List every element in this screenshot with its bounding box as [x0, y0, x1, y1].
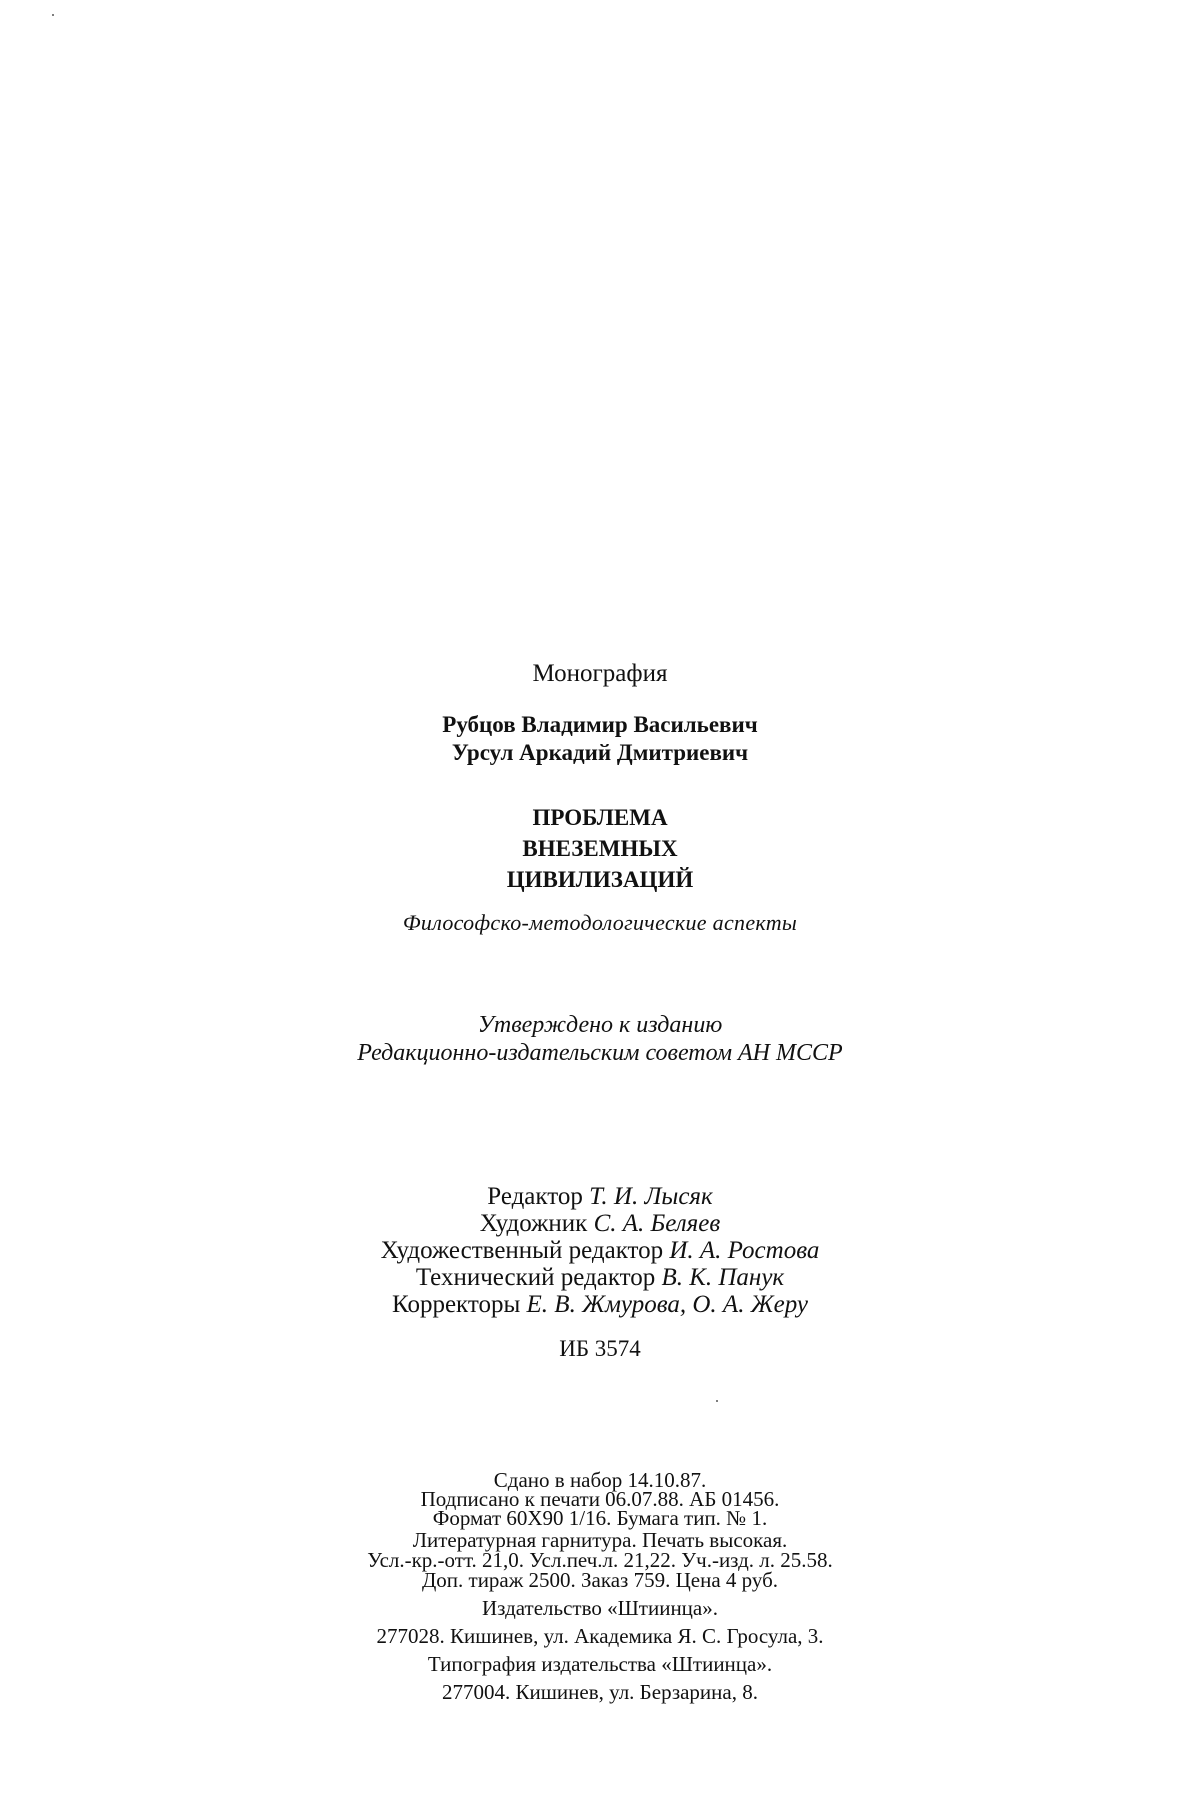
credit-editor [0, 1183, 1200, 1211]
imprint-line-5: Усл.-кр.-отт. 21,0. Усл.печ.л. 21,22. Уч.-изд. л. 25.58. [367, 1548, 833, 1572]
book-subtitle: Философско-методологические аспекты [402, 910, 798, 935]
imprint-line-4: Литературная гарнитура. Печать высокая. [412, 1528, 788, 1552]
imprint-line-6: Доп. тираж 2500. Заказ 759. Цена 4 руб. [421, 1568, 779, 1592]
ib-number: ИБ 3574 [559, 1336, 641, 1361]
scan-speck [52, 14, 54, 16]
credit-art-editor [0, 1237, 1200, 1265]
credit-role: Редактор [487, 1183, 583, 1210]
imprint-line-9: Типография издательства «Штиинца». [427, 1652, 773, 1676]
approval-line-2: Редакционно-издательским советом АН МССР [357, 1040, 843, 1066]
credit-name: С. А. Беляев [593, 1210, 721, 1237]
author-2: Урсул Аркадий Дмитриевич [451, 740, 749, 765]
credit-proofreaders [0, 1291, 1200, 1319]
approval-line-1: Утверждено к изданию [477, 1012, 723, 1038]
imprint-line-7: Издательство «Штиинца». [481, 1596, 718, 1620]
credit-role: Художник [479, 1210, 588, 1237]
imprint-line-8: 277028. Кишинев, ул. Академика Я. С. Гросула, 3. [376, 1624, 824, 1648]
credit-technical-editor [0, 1264, 1200, 1292]
imprint-line-1: Сдано в набор 14.10.87. [493, 1468, 707, 1492]
book-title-line-2: ВНЕЗЕМНЫХ [522, 836, 678, 861]
book-title-line-1: ПРОБЛЕМА [532, 805, 668, 830]
credit-name: Т. И. Лысяк [589, 1183, 713, 1210]
book-title-line-3: ЦИВИЛИЗАЦИЙ [506, 867, 694, 892]
genre-label: Монография [532, 660, 668, 687]
author-1: Рубцов Владимир Васильевич [442, 712, 758, 737]
imprint-line-2: Подписано к печати 06.07.88. АБ 01456. [420, 1487, 780, 1511]
credit-role: Корректоры [392, 1291, 521, 1318]
credit-name: И. А. Ростова [669, 1237, 820, 1264]
credit-name: Е. В. Жмурова, О. А. Жеру [526, 1291, 808, 1318]
credit-role: Технический редактор [415, 1264, 656, 1291]
credit-name: В. К. Панук [661, 1264, 785, 1291]
scan-speck [716, 1400, 718, 1402]
credit-role: Художественный редактор [380, 1237, 664, 1264]
imprint-line-10: 277004. Кишинев, ул. Берзарина, 8. [442, 1680, 758, 1704]
credit-artist [0, 1210, 1200, 1238]
imprint-line-3: Формат 60X90 1/16. Бумага тип. № 1. [432, 1506, 768, 1530]
